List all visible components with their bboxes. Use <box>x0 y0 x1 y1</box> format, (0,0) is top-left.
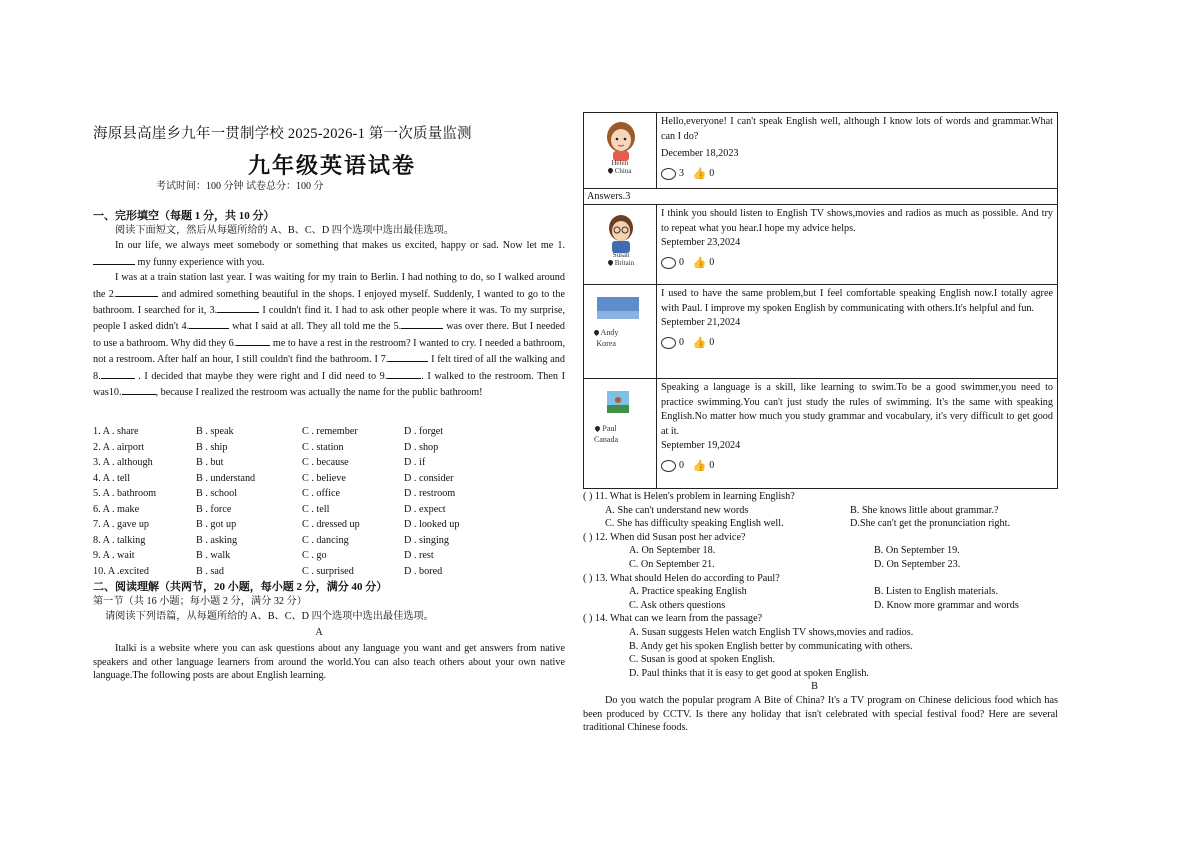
blank-7 <box>388 351 428 362</box>
option: D . consider <box>404 472 454 484</box>
option: D . expect <box>404 503 446 515</box>
blank-6 <box>236 335 270 346</box>
option-row <box>93 502 565 518</box>
passage-b-text: Do you watch the popular program A Bite of China? It's a TV program on Chinese delicious food which has been produced by CCTV. Is there any holiday that isn't celebrated with special festival food? Here are several traditional Chinese foods. <box>583 694 1058 734</box>
answers-row <box>584 189 1058 205</box>
option: D. On September 23. <box>874 558 961 570</box>
question-12 <box>583 531 1058 572</box>
blank-4 <box>189 318 229 329</box>
exam-info: 考试时间：100 分钟 试卷总分：100 分 <box>156 181 324 192</box>
avatar <box>584 205 657 285</box>
passage-a-text: Italki is a website where you can ask questions about any language you want and get answers from native speakers and other language learners from around the world.You can also teach others about your own native language.The following posts are about English learning. <box>93 643 565 682</box>
option: D . rest <box>404 550 434 561</box>
section-heading: 二、阅读理解（共两节，20 小题，每小题 2 分，满分 40 分） <box>93 581 388 593</box>
forum-post <box>584 285 1058 379</box>
option: 7. A . gave up <box>93 519 150 530</box>
option-row <box>93 471 565 487</box>
option: C. On September 21. <box>629 558 715 570</box>
option: D . if <box>404 457 426 468</box>
option-row <box>93 440 565 456</box>
school-name: 海原县高崖乡九年一贯制学校 2025-2026-1 第一次质量监测 <box>93 126 472 142</box>
option-row <box>93 517 565 533</box>
like-icon: 👍 <box>692 256 707 269</box>
question-14 <box>583 612 1058 680</box>
option: 4. A . tell <box>93 472 131 484</box>
option: B . school <box>196 488 238 499</box>
option: B . understand <box>196 472 256 484</box>
option: C . surprised <box>302 565 354 577</box>
forum-post <box>584 379 1058 489</box>
option: C . go <box>302 550 327 561</box>
passage-label: B <box>811 681 818 693</box>
section-instruction: 请阅读下列语篇，从每题所给的 A、B、C、D 四个选项中选出最佳选项。 <box>105 611 434 623</box>
avatar <box>584 113 657 189</box>
option: B. She knows little about grammar.? <box>850 504 999 516</box>
post-content <box>657 285 1058 379</box>
option: 10. A .excited <box>93 565 150 577</box>
forum-table <box>583 112 1058 489</box>
option: B . got up <box>196 519 237 530</box>
user-label: Paul Canada <box>594 424 618 444</box>
post-date: September 19,2024 <box>661 440 741 451</box>
option: 3. A . although <box>93 457 153 468</box>
post-text: I used to have the same problem,but I feel comfortable speaking English now.I totally agree with Paul. I improve my spoken English by communicating with others.It's helpful and fun. <box>661 288 1053 314</box>
option: C . remember <box>302 426 358 437</box>
option: C. Susan is good at spoken English. <box>629 654 776 666</box>
answers-label: Answers.3 <box>584 189 1058 205</box>
blank-10 <box>122 384 156 395</box>
like-icon: 👍 <box>692 336 707 349</box>
option-row <box>93 486 565 502</box>
cloze-section <box>93 207 565 400</box>
forum-post <box>584 113 1058 189</box>
option: A. Practice speaking English <box>629 586 747 598</box>
landscape-avatar-icon <box>589 297 649 327</box>
blank-2 <box>116 286 158 297</box>
option: B . but <box>196 457 224 468</box>
post-date: September 21,2024 <box>661 317 741 328</box>
option: D . shop <box>404 441 439 453</box>
post-text: Speaking a language is a skill, like learning to swim.To be a good swimmer,you need to practice swimming.You can't just study the rules of swimming. It's the same with speaking English.No matter how much you study grammar and vocabulary, it's very difficult to get good at it. <box>661 382 1053 437</box>
option: D . singing <box>404 534 449 546</box>
blank-3 <box>217 302 259 313</box>
post-stats: 0 👍 0 <box>661 459 1053 474</box>
passage-label: A <box>315 626 323 638</box>
post-content <box>657 205 1058 285</box>
user-label: Susan Britain <box>608 251 634 267</box>
swimmer-avatar-icon <box>589 391 649 421</box>
option-row <box>93 564 565 580</box>
option: A. On September 18. <box>629 545 716 557</box>
blank-5 <box>401 318 443 329</box>
option: 5. A . bathroom <box>93 488 157 499</box>
post-content <box>657 113 1058 189</box>
location-pin-icon <box>607 259 614 266</box>
question-stem: ( ) 12. When did Susan post her advice? <box>583 531 746 543</box>
cloze-paragraph-2: I was at a train station last year. I was waiting for my train to Berlin. I had nothing to do, so I walked around the 2. and admired something beautiful in the shops. I enjoyed myself. Suddenly, I wanted to go to the bathroom. I searched for it, 3. I couldn't find it. I had to ask other people where it was. To my surprise, people I asked didn't 4. what I said at all. They all told me the 5. was over there. But I needed to use a bathroom. Why did they 6. me to have a rest in the restroom? I wanted to cry. I needed a bathroom, not a restroom. After half an hour, I still couldn't find the bathroom. I 7. I felt tired of all the walking and 8. . I decided that maybe they were right and I did need to 9. . I walked to the restroom. Then I was10. , because I realized the restroom was actually the name for the public bathroom! <box>93 272 566 399</box>
option: C . because <box>302 457 349 468</box>
question-11 <box>583 490 1058 531</box>
comment-icon <box>661 168 676 180</box>
subsection-heading: 第一节（共 16 小题；每小题 2 分，满分 32 分） <box>93 596 307 607</box>
post-text: I think you should listen to English TV shows,movies and radios as much as possible. And try to repeat what you hear.I hope my advice helps. <box>661 208 1053 234</box>
option-row <box>93 533 565 549</box>
like-icon: 👍 <box>692 459 707 472</box>
option: 8. A . talking <box>93 534 146 546</box>
option: B. Listen to English materials. <box>874 586 998 598</box>
option: B . ship <box>196 441 228 453</box>
section-instruction: 阅读下面短文，然后从每题所给的 A、B、C、D 四个选项中选出最佳选项。 <box>115 225 455 236</box>
option-row <box>93 455 565 471</box>
reading-section <box>93 578 565 683</box>
option: D. Know more grammar and words <box>874 599 1019 611</box>
post-stats: 0 👍 0 <box>661 336 1053 351</box>
option: A. Susan suggests Helen watch English TV shows,movies and radios. <box>629 626 914 638</box>
comment-icon <box>661 257 676 269</box>
option: B. Andy get his spoken English better by communicating with others. <box>629 640 913 652</box>
option: A. She can't understand new words <box>605 504 749 516</box>
option: 6. A . make <box>93 503 140 515</box>
option: D . restroom <box>404 488 456 499</box>
avatar <box>584 285 657 379</box>
option: 2. A . airport <box>93 441 145 453</box>
option: C . dressed up <box>302 519 360 530</box>
blank-8 <box>101 368 135 379</box>
option: 9. A . wait <box>93 550 135 561</box>
question-stem: ( ) 13. What should Helen do according to Paul? <box>583 572 780 584</box>
post-content <box>657 379 1058 489</box>
option: C. Ask others questions <box>629 599 726 611</box>
option: 1. A . share <box>93 426 139 437</box>
post-date: December 18,2023 <box>661 148 739 159</box>
option-row <box>93 424 565 440</box>
option: B. On September 19. <box>874 545 960 557</box>
post-date: September 23,2024 <box>661 237 741 248</box>
cloze-options <box>93 424 565 579</box>
option: B . sad <box>196 565 225 577</box>
option: C . believe <box>302 472 346 484</box>
option: C . office <box>302 488 341 499</box>
option: C . station <box>302 441 344 453</box>
post-stats: 0 👍 0 <box>661 256 1053 271</box>
like-icon: 👍 <box>692 167 707 180</box>
comment-icon <box>661 337 676 349</box>
cloze-paragraph-1: In our life, we always meet somebody or something that makes us excited, happy or sad. Now let me 1. my funny experience with you. <box>93 238 565 270</box>
option: C . dancing <box>302 534 349 546</box>
option: B . walk <box>196 550 231 561</box>
option: C. She has difficulty speaking English well. <box>605 518 784 530</box>
avatar <box>584 379 657 489</box>
question-stem: ( ) 11. What is Helen's problem in learning English? <box>583 491 795 502</box>
post-text: Hello,everyone! I can't speak English well, although I know lots of words and grammar.What can I do? <box>661 116 1053 142</box>
questions <box>583 490 1058 735</box>
option: D.She can't get the pronunciation right. <box>850 518 1010 530</box>
option: D . bored <box>404 565 443 577</box>
blank-9 <box>387 368 421 379</box>
location-pin-icon <box>593 329 600 336</box>
location-pin-icon <box>607 167 614 174</box>
option: B . speak <box>196 426 234 437</box>
option: B . asking <box>196 534 238 546</box>
user-label: Helen China <box>608 159 631 175</box>
option: D. Paul thinks that it is easy to get good at spoken English. <box>629 667 869 679</box>
user-label: Andy Korea <box>594 327 618 349</box>
comment-icon <box>661 460 676 472</box>
location-pin-icon <box>594 425 601 432</box>
question-stem: ( ) 14. What can we learn from the passage? <box>583 613 763 625</box>
option-row <box>93 548 565 564</box>
option: D . forget <box>404 426 444 437</box>
option: D . looked up <box>404 519 460 530</box>
option: C . tell <box>302 503 330 515</box>
forum-post <box>584 205 1058 285</box>
page-title: 九年级英语试卷 <box>248 153 417 178</box>
question-13 <box>583 572 1058 613</box>
option: B . force <box>196 503 232 515</box>
section-heading: 一、完形填空（每题 1 分，共 10 分） <box>93 210 275 222</box>
post-stats: 3 👍 0 <box>661 167 1053 182</box>
